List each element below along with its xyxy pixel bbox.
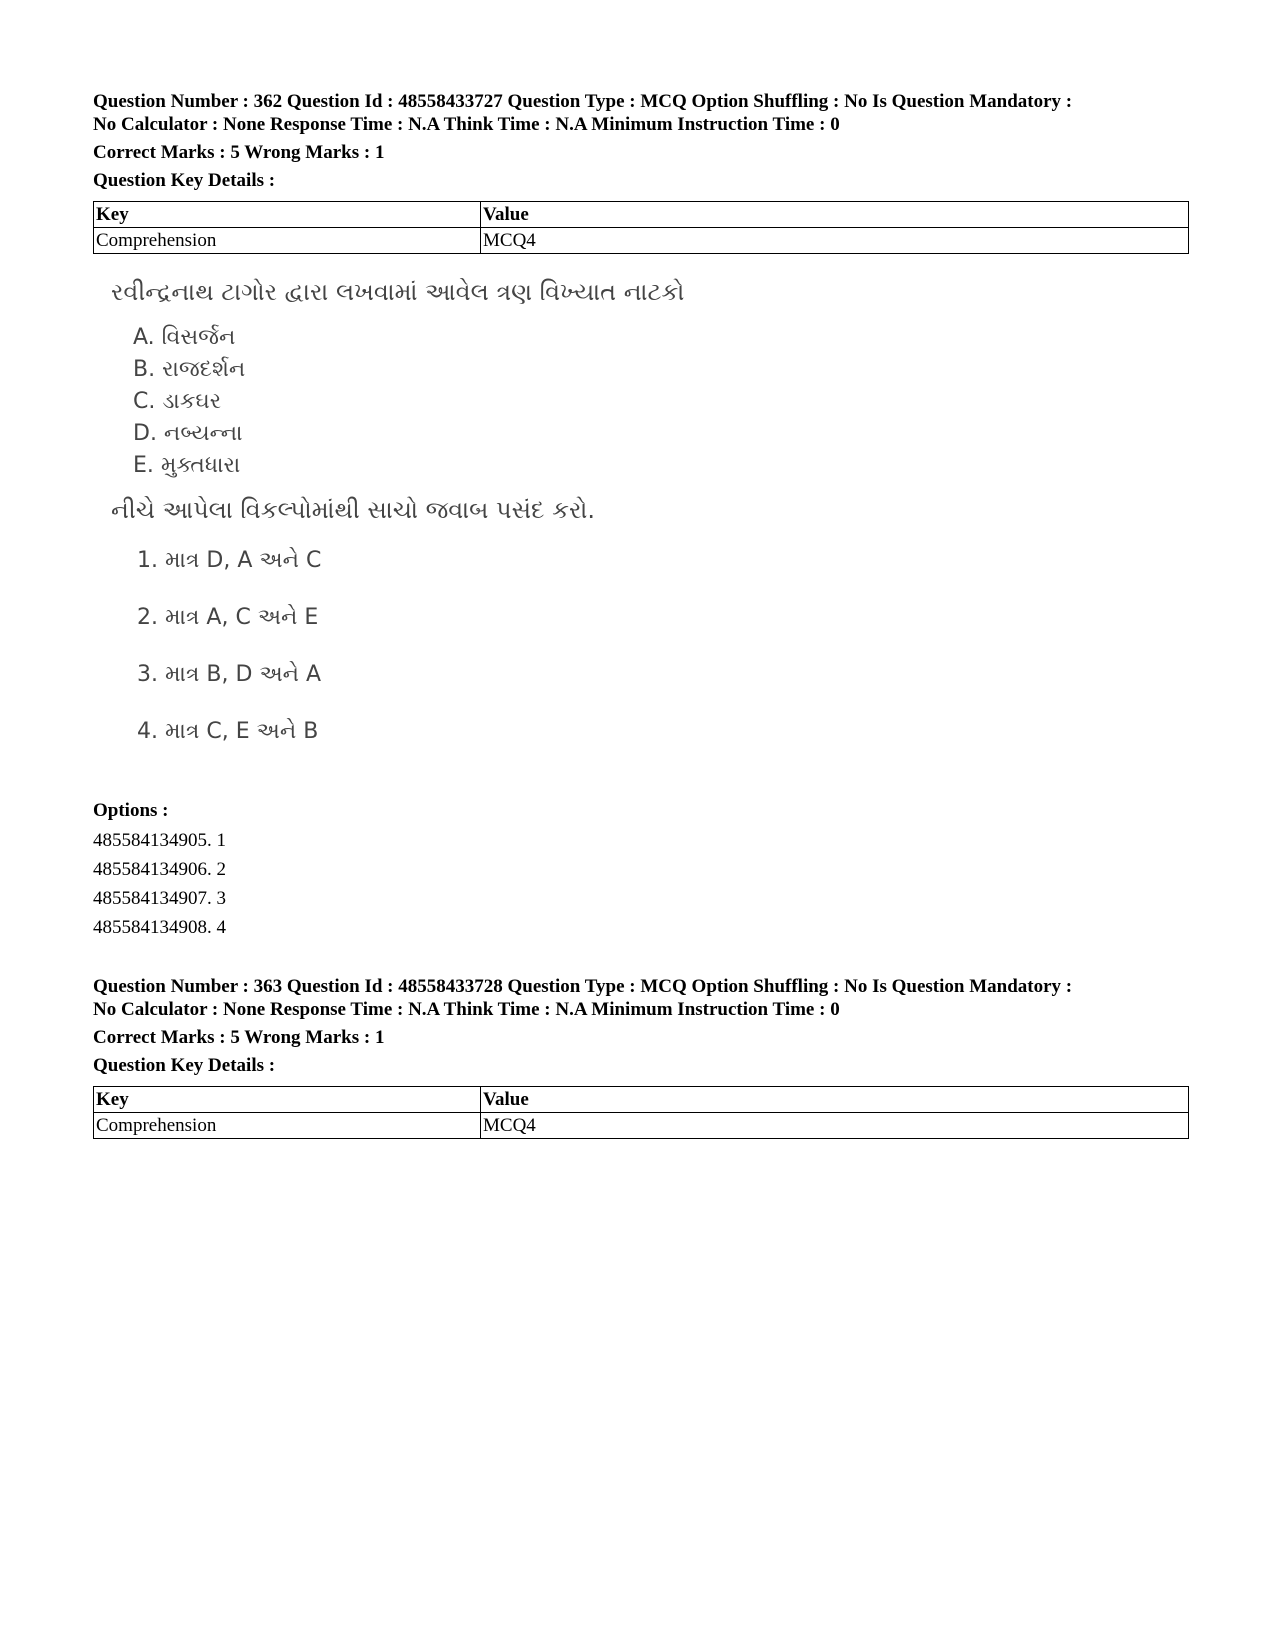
statement-list	[133, 322, 684, 482]
question-stem: રવીન્દ્રનાથ ટાગોર દ્વારા લખવામાં આવેલ ત્રણ વિખ્યાત નાટકો	[111, 278, 685, 306]
option-item: 485584134905. 1	[93, 830, 226, 851]
question-meta-line-1: Question Number : 363 Question Id : 48558433728 Question Type : MCQ Option Shuffling : No Is Question Mandatory :	[93, 976, 1073, 997]
key-details-label: Question Key Details :	[93, 170, 276, 191]
list-item: 3. માત્ર B, D અને A	[137, 662, 322, 687]
list-item: E. મુક્તધારા	[133, 453, 241, 478]
answer-choices	[137, 546, 684, 774]
question-meta-line-2: No Calculator : None Response Time : N.A Think Time : N.A Minimum Instruction Time : 0	[93, 999, 840, 1020]
table-cell-key: Comprehension	[94, 228, 481, 254]
question-meta	[93, 90, 1193, 136]
question-image	[111, 278, 684, 774]
options-label: Options :	[93, 800, 169, 821]
table-cell-value: MCQ4	[481, 1113, 1189, 1139]
question-meta-line-1: Question Number : 362 Question Id : 48558433727 Question Type : MCQ Option Shuffling : No Is Question Mandatory :	[93, 91, 1073, 112]
table-header-key: Key	[94, 202, 481, 228]
table-header-value: Value	[481, 202, 1189, 228]
table-row	[94, 228, 1189, 254]
table-header-row	[94, 1087, 1189, 1113]
list-item: C. ડાકઘર	[133, 389, 222, 414]
option-item: 485584134907. 3	[93, 888, 226, 909]
question-meta-line-2: No Calculator : None Response Time : N.A Think Time : N.A Minimum Instruction Time : 0	[93, 114, 840, 135]
list-item: 4. માત્ર C, E અને B	[137, 719, 319, 744]
list-item: A. વિસર્જન	[133, 325, 236, 350]
list-item: D. નબ્યન્ના	[133, 421, 243, 446]
key-details-table	[93, 201, 1189, 254]
key-details-table	[93, 1086, 1189, 1139]
key-details-label: Question Key Details :	[93, 1055, 276, 1076]
table-header-key: Key	[94, 1087, 481, 1113]
table-row	[94, 1113, 1189, 1139]
options-list	[93, 826, 226, 942]
list-item: 2. માત્ર A, C અને E	[137, 605, 319, 630]
option-item: 485584134908. 4	[93, 917, 226, 938]
table-cell-value: MCQ4	[481, 228, 1189, 254]
marks-line: Correct Marks : 5 Wrong Marks : 1	[93, 1027, 385, 1048]
table-cell-key: Comprehension	[94, 1113, 481, 1139]
table-header-row	[94, 202, 1189, 228]
question-meta	[93, 975, 1193, 1021]
marks-line: Correct Marks : 5 Wrong Marks : 1	[93, 142, 385, 163]
list-item: B. રાજદર્શન	[133, 357, 246, 382]
option-item: 485584134906. 2	[93, 859, 226, 880]
list-item: 1. માત્ર D, A અને C	[137, 548, 322, 573]
table-header-value: Value	[481, 1087, 1189, 1113]
question-instruction: નીચે આપેલા વિકલ્પોમાંથી સાચો જવાબ પસંદ કરો.	[111, 496, 596, 524]
